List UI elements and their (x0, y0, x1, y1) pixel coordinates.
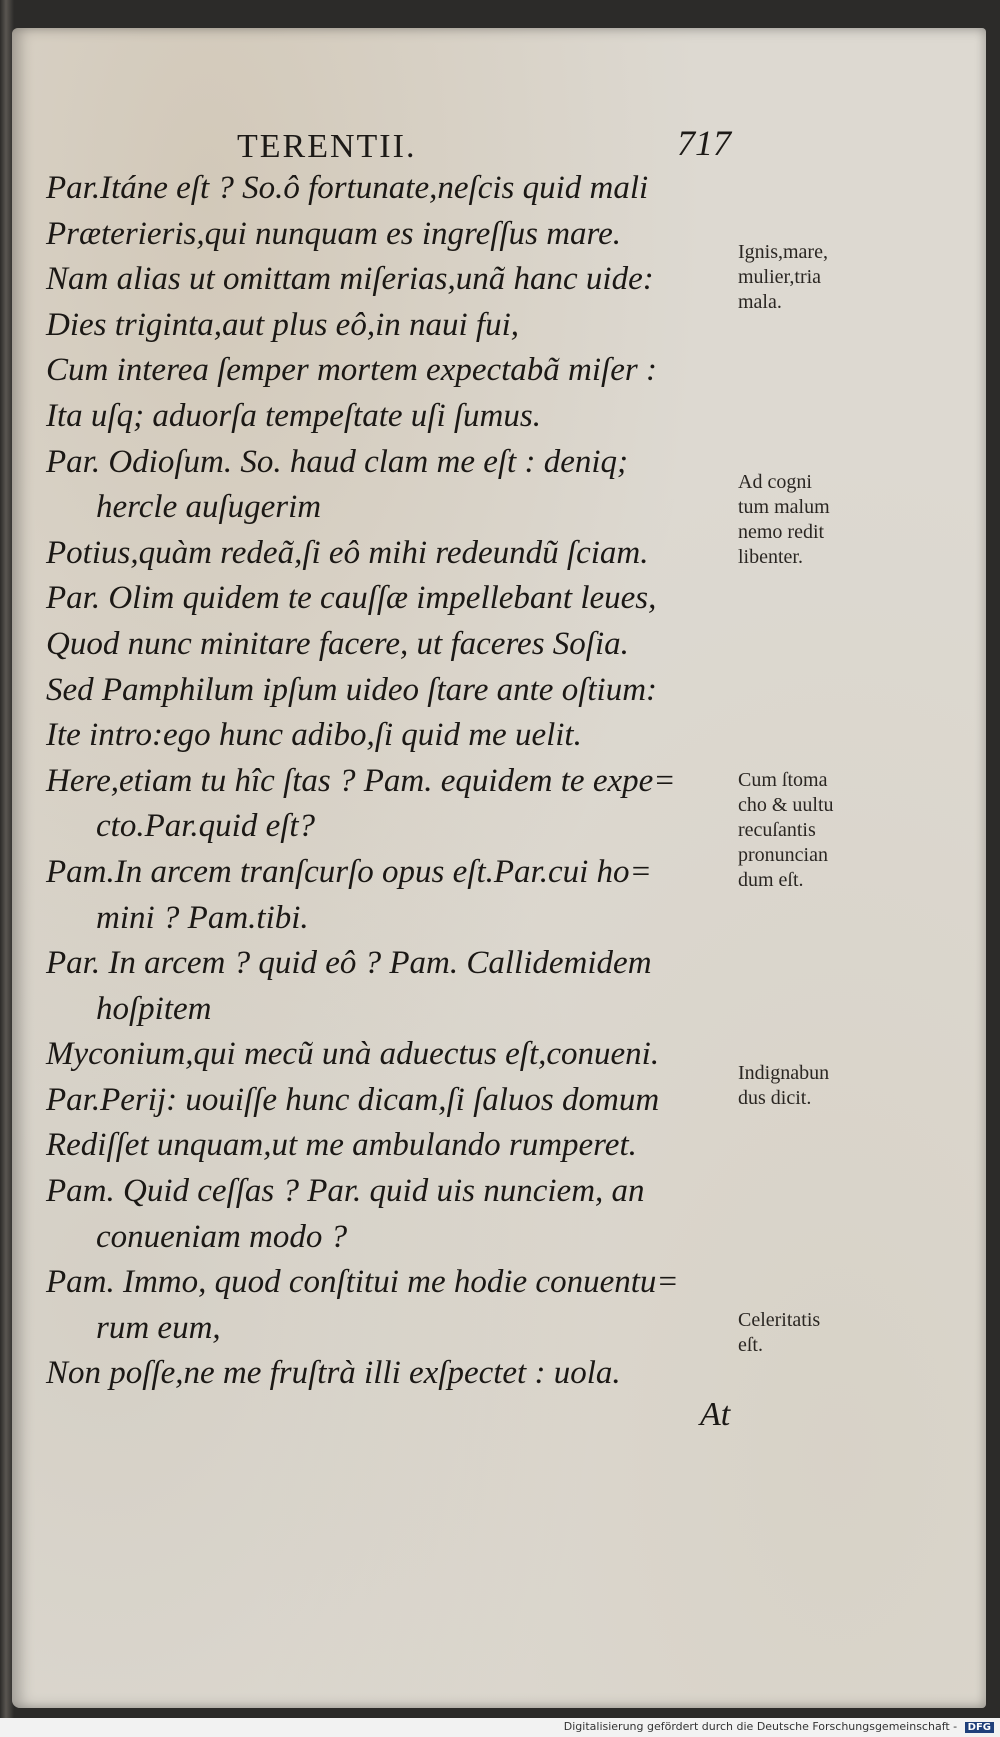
text-line: Par. Olim quidem te cauſſæ impellebant leues, (46, 580, 657, 617)
footer-credit-line (564, 1720, 994, 1733)
text-line: Non poſſe,ne me fruſtrà illi exſpectet : uola. (46, 1355, 621, 1392)
text-line: Quod nunc minitare facere, ut faceres Soſia. (46, 625, 629, 662)
margin-note: Ignis,mare, mulier,tria mala. (738, 241, 828, 313)
text-line: Potius,quàm redeã,ſi eô mihi redeundũ ſciam. (46, 534, 649, 571)
footer-bar (0, 1718, 1000, 1737)
text-line: Cum interea ſemper mortem expectabã miſer : (46, 352, 657, 389)
funding-credit-text: Digitalisierung gefördert durch die Deutsche Forschungsgemeinschaft - (563, 1720, 958, 1733)
text-line: Præterieris,qui nunquam es ingreſſus mare. (46, 215, 622, 252)
text-line: Dies triginta,aut plus eô,in naui fui, (46, 306, 520, 343)
text-line: Sed Pamphilum ipſum uideo ſtare ante oſtium: (46, 671, 658, 708)
dfg-logo: DFG (965, 1722, 994, 1733)
page-number: 717 (677, 123, 731, 163)
margin-note: Indignabun dus dicit. (738, 1062, 830, 1109)
text-line-continuation: rum eum, (96, 1309, 221, 1346)
text-line: Rediſſet unquam,ut me ambulando rumperet. (46, 1127, 637, 1164)
text-line-continuation: conueniam modo ? (96, 1218, 348, 1255)
text-line: Here,etiam tu hîc ſtas ? Pam. equidem te expe= (46, 762, 676, 799)
text-line-continuation: hoſpitem (96, 990, 212, 1027)
text-line: Pam.In arcem tranſcurſo opus eſt.Par.cui ho= (46, 853, 652, 890)
text-line-continuation: hercle auſugerim (96, 489, 322, 526)
text-line-continuation: cto.Par.quid eſt? (96, 808, 316, 845)
text-line: Ite intro:ego hunc adibo,ſi quid me uelit. (46, 717, 582, 754)
running-title: TERENTII. (237, 128, 417, 165)
text-line: Par.Itáne eſt ? So.ô fortunate,neſcis quid mali (46, 170, 649, 206)
text-line: Pam. Quid ceſſas ? Par. quid uis nunciem, an (46, 1173, 645, 1210)
main-text (46, 166, 746, 1397)
text-line-continuation: mini ? Pam.tibi. (96, 899, 309, 936)
text-line: Pam. Immo, quod conſtitui me hodie conuentu= (46, 1264, 679, 1301)
margin-note: Cum ſtoma cho & uultu recuſantis pronuncian dum eſt. (738, 769, 834, 891)
catchword: At (700, 1396, 731, 1433)
text-line: Nam alias ut omittam miſerias,unã hanc uide: (46, 261, 654, 298)
running-head (12, 114, 986, 164)
text-line: Myconium,qui mecũ unà aduectus eſt,conueni. (46, 1036, 660, 1073)
margin-note: Celeritatis eſt. (738, 1309, 821, 1356)
text-line: Par. In arcem ? quid eô ? Pam. Callidemidem (46, 945, 652, 982)
text-line: Par. Odioſum. So. haud clam me eſt : deniq; (46, 443, 628, 480)
book-page (12, 28, 986, 1708)
margin-note: Ad cogni tum malum nemo redit libenter. (738, 471, 830, 568)
text-line: Par.Perij: uouiſſe hunc dicam,ſi ſaluos domum (46, 1081, 660, 1118)
text-line: Ita uſq; aduorſa tempeſtate uſi ſumus. (46, 397, 541, 434)
